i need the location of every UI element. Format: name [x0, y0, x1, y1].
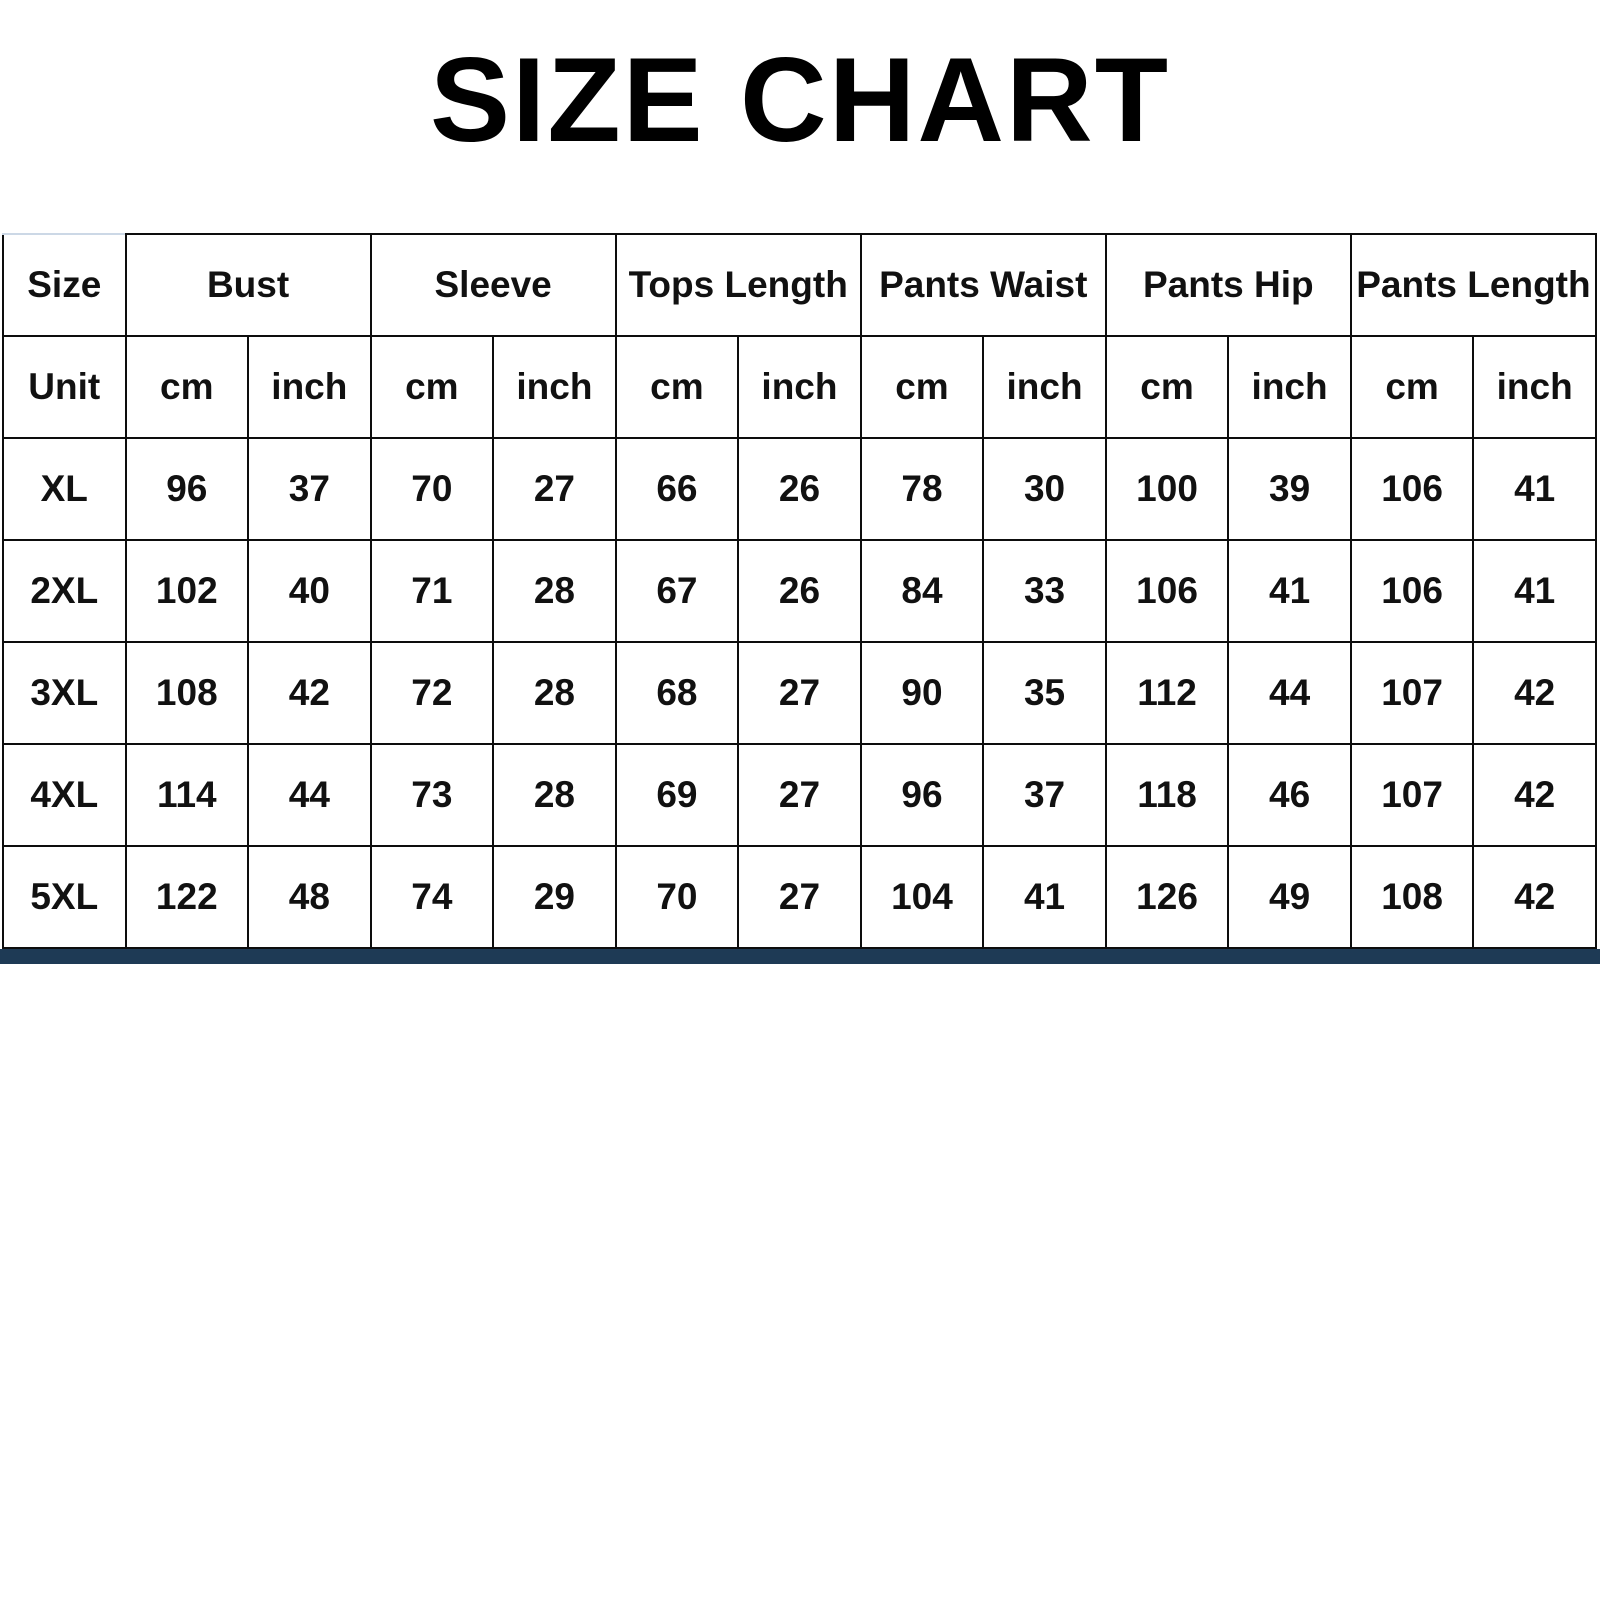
- value-cell: 78: [861, 438, 984, 540]
- value-cell: 118: [1106, 744, 1229, 846]
- value-cell: 41: [983, 846, 1106, 948]
- value-cell: 72: [371, 642, 494, 744]
- value-cell: 44: [1228, 642, 1351, 744]
- value-cell: 106: [1106, 540, 1229, 642]
- size-cell: 4XL: [3, 744, 126, 846]
- size-column-header: Size: [3, 234, 126, 336]
- value-cell: 96: [861, 744, 984, 846]
- value-cell: 107: [1351, 642, 1474, 744]
- value-cell: 112: [1106, 642, 1229, 744]
- unit-cell: cm: [371, 336, 494, 438]
- unit-cell: cm: [1106, 336, 1229, 438]
- col-header-pants-length: Pants Length: [1351, 234, 1596, 336]
- col-header-tops-length: Tops Length: [616, 234, 861, 336]
- value-cell: 96: [126, 438, 249, 540]
- value-cell: 42: [248, 642, 371, 744]
- size-cell: 3XL: [3, 642, 126, 744]
- value-cell: 104: [861, 846, 984, 948]
- value-cell: 27: [738, 642, 861, 744]
- value-cell: 70: [371, 438, 494, 540]
- col-header-sleeve: Sleeve: [371, 234, 616, 336]
- value-cell: 41: [1228, 540, 1351, 642]
- value-cell: 41: [1473, 540, 1596, 642]
- value-cell: 90: [861, 642, 984, 744]
- value-cell: 48: [248, 846, 371, 948]
- unit-row: [3, 336, 1596, 438]
- size-cell: 5XL: [3, 846, 126, 948]
- value-cell: 49: [1228, 846, 1351, 948]
- value-cell: 70: [616, 846, 739, 948]
- unit-cell: cm: [861, 336, 984, 438]
- unit-cell: inch: [1473, 336, 1596, 438]
- value-cell: 126: [1106, 846, 1229, 948]
- unit-row-label: Unit: [3, 336, 126, 438]
- table-row-3xl: [3, 642, 1596, 744]
- value-cell: 28: [493, 744, 616, 846]
- value-cell: 66: [616, 438, 739, 540]
- value-cell: 39: [1228, 438, 1351, 540]
- value-cell: 33: [983, 540, 1106, 642]
- value-cell: 68: [616, 642, 739, 744]
- unit-cell: inch: [738, 336, 861, 438]
- value-cell: 35: [983, 642, 1106, 744]
- size-chart-section: [0, 233, 1600, 964]
- value-cell: 74: [371, 846, 494, 948]
- unit-cell: inch: [493, 336, 616, 438]
- value-cell: 26: [738, 438, 861, 540]
- value-cell: 84: [861, 540, 984, 642]
- value-cell: 29: [493, 846, 616, 948]
- value-cell: 122: [126, 846, 249, 948]
- table-row-2xl: [3, 540, 1596, 642]
- value-cell: 114: [126, 744, 249, 846]
- size-cell: XL: [3, 438, 126, 540]
- table-row-xl: [3, 438, 1596, 540]
- value-cell: 71: [371, 540, 494, 642]
- value-cell: 41: [1473, 438, 1596, 540]
- table-row-5xl: [3, 846, 1596, 948]
- value-cell: 28: [493, 540, 616, 642]
- value-cell: 46: [1228, 744, 1351, 846]
- value-cell: 69: [616, 744, 739, 846]
- value-cell: 27: [493, 438, 616, 540]
- value-cell: 107: [1351, 744, 1474, 846]
- value-cell: 26: [738, 540, 861, 642]
- value-cell: 100: [1106, 438, 1229, 540]
- value-cell: 27: [738, 744, 861, 846]
- value-cell: 44: [248, 744, 371, 846]
- value-cell: 102: [126, 540, 249, 642]
- value-cell: 30: [983, 438, 1106, 540]
- col-header-bust: Bust: [126, 234, 371, 336]
- value-cell: 106: [1351, 438, 1474, 540]
- unit-cell: cm: [126, 336, 249, 438]
- col-header-pants-waist: Pants Waist: [861, 234, 1106, 336]
- unit-cell: cm: [616, 336, 739, 438]
- value-cell: 42: [1473, 642, 1596, 744]
- unit-cell: cm: [1351, 336, 1474, 438]
- value-cell: 106: [1351, 540, 1474, 642]
- value-cell: 37: [248, 438, 371, 540]
- value-cell: 108: [1351, 846, 1474, 948]
- col-header-pants-hip: Pants Hip: [1106, 234, 1351, 336]
- value-cell: 42: [1473, 846, 1596, 948]
- bottom-accent-bar: [0, 949, 1600, 964]
- value-cell: 73: [371, 744, 494, 846]
- value-cell: 108: [126, 642, 249, 744]
- unit-cell: inch: [1228, 336, 1351, 438]
- value-cell: 28: [493, 642, 616, 744]
- size-cell: 2XL: [3, 540, 126, 642]
- unit-cell: inch: [248, 336, 371, 438]
- value-cell: 37: [983, 744, 1106, 846]
- table-row-4xl: [3, 744, 1596, 846]
- value-cell: 27: [738, 846, 861, 948]
- value-cell: 40: [248, 540, 371, 642]
- unit-cell: inch: [983, 336, 1106, 438]
- value-cell: 42: [1473, 744, 1596, 846]
- size-chart-table: [2, 233, 1597, 949]
- value-cell: 67: [616, 540, 739, 642]
- group-header-row: [3, 234, 1596, 336]
- page-title: SIZE CHART: [430, 33, 1170, 167]
